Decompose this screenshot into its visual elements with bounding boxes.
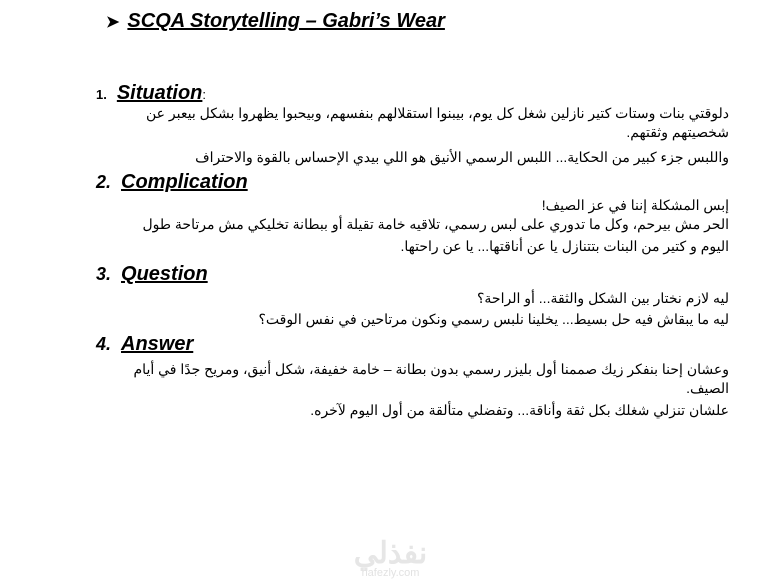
watermark-url: nafezly.com: [361, 567, 420, 579]
section-label: Question: [121, 263, 208, 285]
answer-line-3: علشان تنزلي شغلك بكل ثقة وأناقة... وتفضلي متألقة من أول اليوم لآخره.: [310, 402, 729, 418]
complication-line-2: الحر مش بيرحم، وكل ما تدوري على لبس رسمي، تلاقيه خامة تقيلة أو ببطانة تخليكي مش مرتاحة طول: [142, 216, 729, 232]
title-text: SCQA Storytelling – Gabri’s Wear: [127, 10, 445, 32]
complication-heading: [96, 171, 248, 194]
answer-line-1: وعشان إحنا بنفكر زيك صممنا أول بليزر رسمي بدون بطانة – خامة خفيفة، شكل أنيق، ومريح جدًا في أيام: [133, 361, 729, 377]
section-number: 3.: [96, 264, 112, 284]
answer-line-2: الصيف.: [686, 380, 729, 396]
section-number: 4.: [96, 334, 112, 354]
nafezly-watermark: [0, 536, 781, 579]
question-line-1: ليه لازم نختار بين الشكل والثقة... أو الراحة؟: [477, 290, 729, 306]
situation-line-2: شخصيتهم وثقتهم.: [626, 124, 729, 140]
heading-colon: :: [202, 87, 207, 102]
question-line-2: ليه ما يبقاش فيه حل بسيط... يخلينا نلبس رسمي ونكون مرتاحين في نفس الوقت؟: [258, 311, 729, 327]
situation-line-3: واللبس جزء كبير من الحكاية... اللبس الرسمي الأنيق هو اللي بيدي الإحساس بالقوة والاحتراف: [195, 149, 729, 165]
situation-heading: [96, 82, 206, 105]
section-label: Complication: [121, 171, 248, 193]
complication-line-3: اليوم و كتير من البنات بتتنازل يا عن أناقتها... يا عن راحتها.: [400, 238, 729, 254]
document-title: [106, 10, 445, 33]
question-heading: [96, 263, 208, 286]
section-label: Situation: [116, 82, 203, 104]
section-number: 2.: [96, 172, 112, 192]
situation-line-1: دلوقتي بنات وستات كتير نازلين شغل كل يوم، بيبنوا استقلالهم بنفسهم، وبيحبوا يظهروا بشكل بيعبر عن: [146, 105, 729, 121]
watermark-logo: نفذلي: [353, 537, 428, 570]
arrow-bullet-icon: ➤: [106, 14, 120, 31]
answer-heading: [96, 333, 193, 356]
section-number: 1.: [96, 87, 107, 102]
complication-line-1: إبس المشكلة إننا في عز الصيف!: [541, 197, 729, 213]
section-label: Answer: [121, 333, 194, 355]
